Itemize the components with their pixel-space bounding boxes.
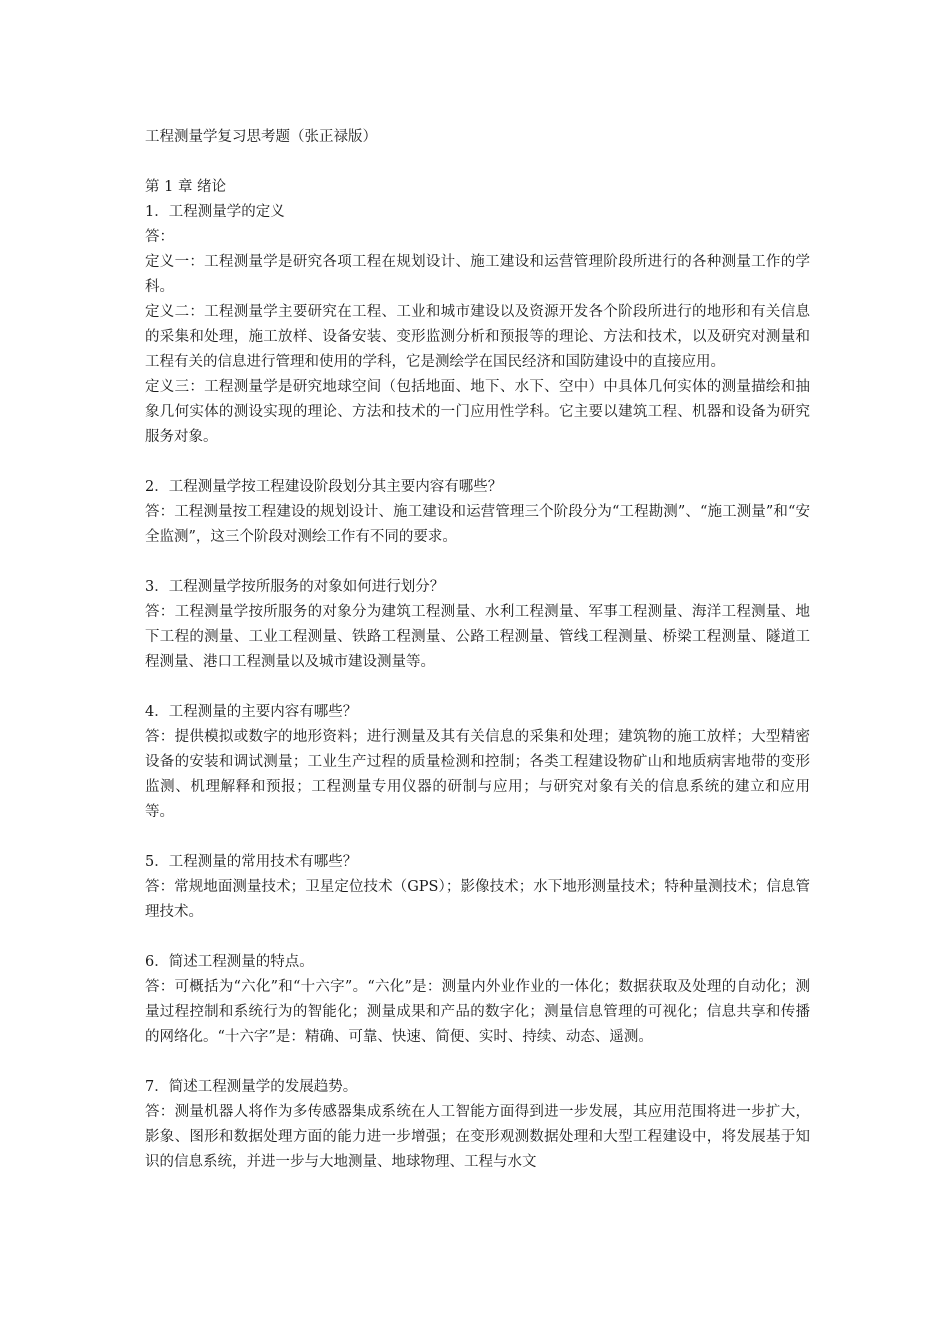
answer-paragraph: 答：测量机器人将作为多传感器集成系统在人工智能方面得到进一步发展，其应用范围将进一步扩大，影象、图形和数据处理方面的能力进一步增强；在变形观测数据处理和大型工程建设中，将发展基于知识的信息系统，并进一步与大地测量、地球物理、工程与水文 — [145, 1104, 810, 1170]
question-section — [145, 200, 810, 450]
answer-paragraph: 定义三：工程测量学是研究地球空间（包括地面、地下、水下、空中）中具体几何实体的测量描绘和抽象几何实体的测设实现的理论、方法和技术的一门应用性学科。它主要以建筑工程、机器和设备为研究服务对象。 — [145, 379, 810, 445]
question-section — [145, 575, 810, 675]
question-heading: 5．工程测量的常用技术有哪些？ — [145, 854, 358, 870]
sections-container — [145, 200, 810, 1175]
chapter-heading: 第 1 章 绪论 — [145, 179, 227, 195]
answer-paragraph: 答：常规地面测量技术；卫星定位技术（GPS）；影像技术；水下地形测量技术；特种量测技术；信息管理技术。 — [145, 879, 810, 920]
question-heading: 6．简述工程测量的特点。 — [145, 954, 314, 970]
document-body — [145, 125, 810, 1175]
question-heading: 4．工程测量的主要内容有哪些？ — [145, 704, 358, 720]
question-heading: 3．工程测量学按所服务的对象如何进行划分？ — [145, 579, 445, 595]
question-section — [145, 475, 810, 550]
answer-paragraph: 答： — [145, 229, 174, 245]
question-section — [145, 950, 810, 1050]
question-heading: 1．工程测量学的定义 — [145, 204, 285, 220]
answer-paragraph: 定义二：工程测量学主要研究在工程、工业和城市建设以及资源开发各个阶段所进行的地形和有关信息的采集和处理，施工放样、设备安装、变形监测分析和预报等的理论、方法和技术，以及研究对测量和工程有关的信息进行管理和使用的学科，它是测绘学在国民经济和国防建设中的直接应用。 — [145, 304, 810, 370]
answer-paragraph: 定义一：工程测量学是研究各项工程在规划设计、施工建设和运营管理阶段所进行的各种测量工作的学科。 — [145, 254, 810, 295]
document-title: 工程测量学复习思考题（张正禄版） — [145, 129, 377, 145]
answer-paragraph: 答：工程测量按工程建设的规划设计、施工建设和运营管理三个阶段分为“工程勘测”、“施工测量”和“安全监测”，这三个阶段对测绘工作有不同的要求。 — [145, 504, 810, 545]
answer-paragraph: 答：工程测量学按所服务的对象分为建筑工程测量、水利工程测量、军事工程测量、海洋工程测量、地下工程的测量、工业工程测量、铁路工程测量、公路工程测量、管线工程测量、桥梁工程测量、隧道工程测量、港口工程测量以及城市建设测量等。 — [145, 604, 810, 670]
question-section — [145, 850, 810, 925]
question-heading: 7．简述工程测量学的发展趋势。 — [145, 1079, 358, 1095]
answer-paragraph: 答：可概括为“六化”和“十六字”。“六化”是：测量内外业作业的一体化；数据获取及处理的自动化；测量过程控制和系统行为的智能化；测量成果和产品的数字化；测量信息管理的可视化；信息共享和传播的网络化。“十六字”是：精确、可靠、快速、简便、实时、持续、动态、遥测。 — [145, 979, 810, 1045]
question-section — [145, 1075, 810, 1175]
question-section — [145, 700, 810, 825]
answer-paragraph: 答：提供模拟或数字的地形资料；进行测量及其有关信息的采集和处理；建筑物的施工放样；大型精密设备的安装和调试测量；工业生产过程的质量检测和控制；各类工程建设物矿山和地质病害地带的变形监测、机理解释和预报；工程测量专用仪器的研制与应用；与研究对象有关的信息系统的建立和应用等。 — [145, 729, 810, 820]
question-heading: 2．工程测量学按工程建设阶段划分其主要内容有哪些？ — [145, 479, 503, 495]
